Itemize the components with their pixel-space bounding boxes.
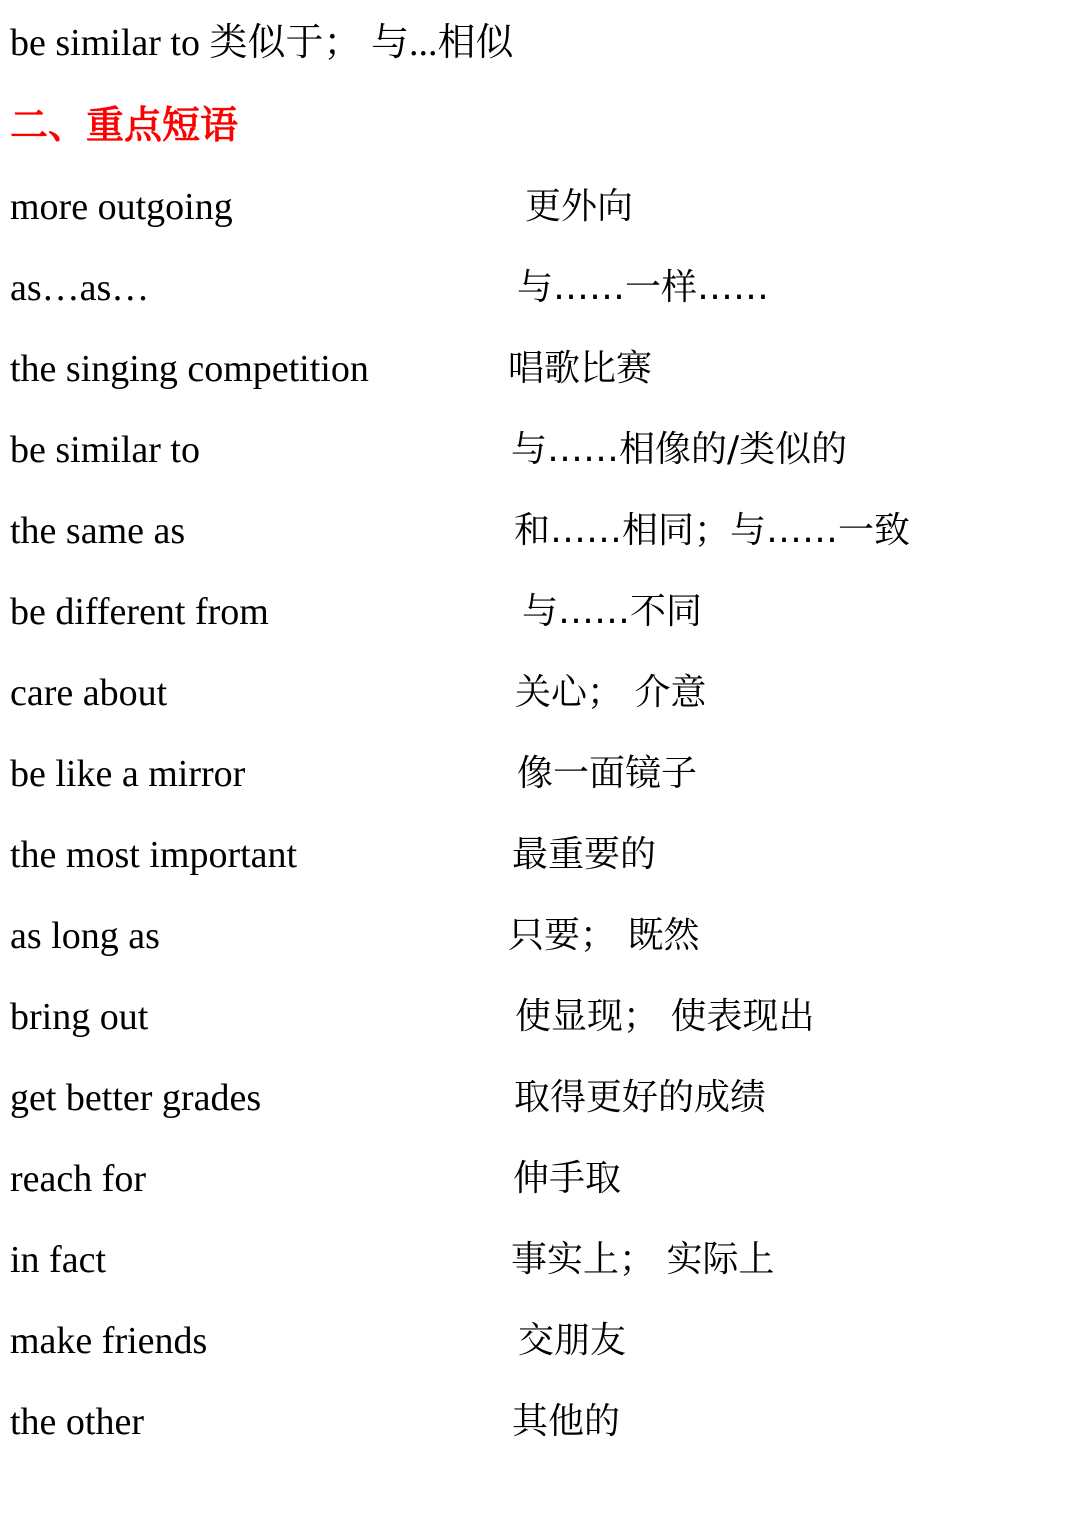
phrase-row	[0, 508, 1080, 568]
phrase-chinese: 像一面镜子	[517, 753, 698, 794]
phrase-row	[0, 832, 1080, 892]
phrase-english: as…as…	[10, 267, 150, 309]
phrase-row	[0, 994, 1080, 1054]
phrase-chinese: 关心； 介意	[515, 672, 707, 713]
phrase-english: get better grades	[10, 1077, 262, 1119]
phrase-row	[0, 346, 1080, 406]
phrase-english: reach for	[10, 1158, 147, 1200]
phrase-row	[0, 670, 1080, 730]
phrase-english: be similar to	[10, 429, 200, 471]
phrase-row	[0, 1237, 1080, 1297]
phrase-english: the singing competition	[10, 348, 369, 390]
section-heading: 二、重点短语	[10, 103, 239, 147]
phrase-row	[0, 1318, 1080, 1378]
phrase-row	[0, 184, 1080, 244]
phrase-chinese: 与……不同	[522, 591, 703, 632]
phrase-row	[0, 1399, 1080, 1459]
phrase-chinese: 取得更好的成绩	[514, 1077, 767, 1118]
phrase-row	[0, 427, 1080, 487]
phrase-english: more outgoing	[10, 186, 233, 228]
phrase-chinese: 唱歌比赛	[508, 348, 653, 389]
phrase-row	[0, 913, 1080, 973]
phrase-english: as long as	[10, 915, 160, 957]
phrase-english: the other	[10, 1401, 145, 1443]
phrase-chinese: 使显现； 使表现出	[515, 996, 815, 1037]
phrase-chinese: 更外向	[525, 186, 634, 227]
phrase-row	[0, 589, 1080, 649]
phrase-chinese: 与……一样……	[517, 267, 770, 308]
phrase-chinese: 与……相像的/类似的	[511, 429, 848, 470]
phrase-row	[0, 1075, 1080, 1135]
phrase-english: the most important	[10, 834, 298, 876]
phrase-english: the same as	[10, 510, 186, 552]
phrase-english: make friends	[10, 1320, 208, 1362]
phrase-chinese: 事实上； 实际上	[511, 1239, 775, 1280]
phrase-english: be like a mirror	[10, 753, 246, 795]
phrase-row	[0, 751, 1080, 811]
phrase-chinese: 交朋友	[518, 1320, 627, 1361]
phrase-chinese: 其他的	[512, 1401, 621, 1442]
phrase-chinese: 和……相同；与……一致	[514, 510, 911, 551]
phrase-row	[0, 265, 1080, 325]
intro-phrase-line: be similar to 类似于； 与...相似	[10, 22, 514, 64]
phrase-english: in fact	[10, 1239, 107, 1281]
phrase-chinese: 伸手取	[513, 1158, 622, 1199]
phrase-english: be different from	[10, 591, 269, 633]
phrase-row	[0, 1156, 1080, 1216]
phrase-chinese: 只要； 既然	[508, 915, 700, 956]
phrase-chinese: 最重要的	[512, 834, 657, 875]
phrase-english: bring out	[10, 996, 149, 1038]
phrase-english: care about	[10, 672, 168, 714]
